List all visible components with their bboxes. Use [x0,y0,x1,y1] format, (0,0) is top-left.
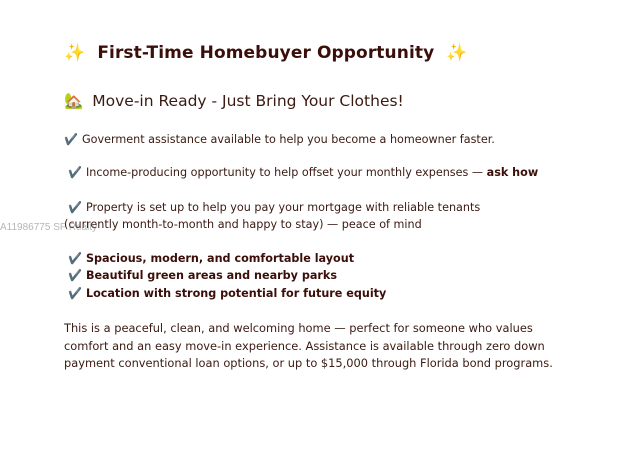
feature-item [68,252,354,265]
sparkle-icon: ✨ [446,43,468,63]
check-icon: ✔️ [68,166,82,179]
feature-item [68,201,480,214]
feature-emphasis: ask how [486,166,539,179]
sparkle-icon: ✨ [64,43,86,63]
feature-text: Property is set up to help you pay your mortgage with reliable tenants [85,201,481,214]
check-icon: ✔️ [68,252,82,265]
feature-text: Location with strong potential for future equity [85,287,387,300]
feature-text: Beautiful green areas and nearby parks [85,269,338,282]
title-text: First-Time Homebuyer Opportunity [97,43,435,63]
house-icon: 🏡 [64,92,84,110]
check-icon: ✔️ [68,201,82,214]
feature-item [68,269,337,282]
feature-item-continuation [64,218,422,231]
subtitle-text: Move-in Ready - Just Bring Your Clothes! [92,92,404,110]
feature-text: Goverment assistance available to help you become a homeowner faster. [81,133,495,146]
feature-text: Income-producing opportunity to help offset your monthly expenses — [85,166,487,179]
check-icon: ✔️ [68,269,82,282]
page-title [64,43,468,63]
feature-item [68,166,538,179]
subtitle [64,92,404,110]
feature-item [64,133,495,146]
check-icon: ✔️ [68,287,82,300]
check-icon: ✔️ [64,133,78,146]
feature-text: Spacious, modern, and comfortable layout [85,252,355,265]
watermark: A11986775 SF Realty [0,222,98,233]
description-paragraph: This is a peaceful, clean, and welcoming home — perfect for someone who values comfort and an easy move-in experience. Assistance is available through zero down payment conventional loan options, or up to $15,000 through Florida bond programs. [64,321,553,370]
feature-item [68,287,386,300]
feature-text: (currently month-to-month and happy to stay) — peace of mind [64,218,422,231]
